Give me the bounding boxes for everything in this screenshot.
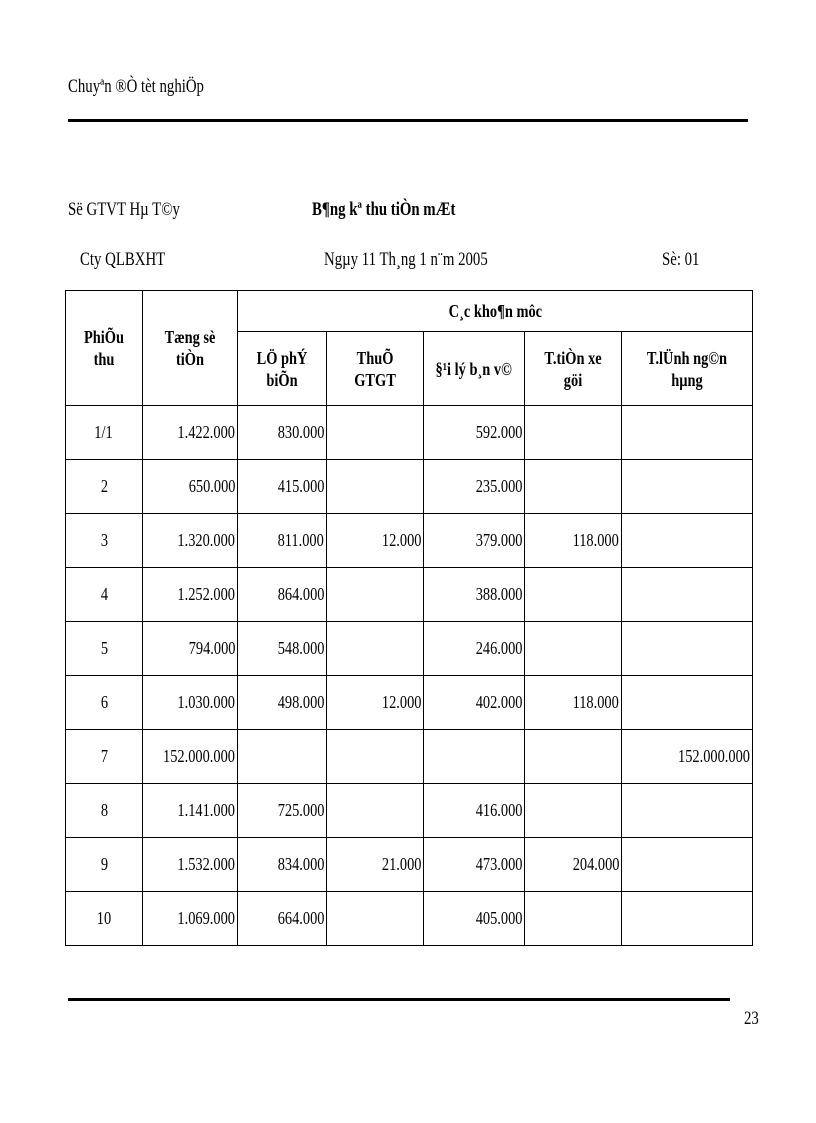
cell-vat <box>327 622 424 676</box>
cell-agent: 592.000 <box>424 406 525 460</box>
cell-fee <box>238 730 327 784</box>
cell-vat: 21.000 <box>327 838 424 892</box>
table-row <box>66 622 753 676</box>
cell-total: 794.000 <box>143 622 238 676</box>
cell-route <box>622 784 753 838</box>
page-number: 23 <box>744 1008 759 1029</box>
receipts-table <box>65 290 753 946</box>
cell-agent: 402.000 <box>424 676 525 730</box>
cell-total: 1.532.000 <box>143 838 238 892</box>
table-row <box>66 676 753 730</box>
cell-vat <box>327 406 424 460</box>
cell-fee: 864.000 <box>238 568 327 622</box>
cell-route <box>622 892 753 946</box>
table-row <box>66 838 753 892</box>
table-row <box>66 406 753 460</box>
cell-total: 1.422.000 <box>143 406 238 460</box>
header-voucher: PhiÕu thu <box>66 291 143 406</box>
cell-total: 650.000 <box>143 460 238 514</box>
cell-fee: 498.000 <box>238 676 327 730</box>
cell-route <box>622 622 753 676</box>
cell-guard: 204.000 <box>525 838 622 892</box>
table-row <box>66 892 753 946</box>
table-row <box>66 568 753 622</box>
cell-agent <box>424 730 525 784</box>
cell-voucher: 9 <box>66 838 143 892</box>
table-row <box>66 730 753 784</box>
page-header: Chuyªn ®Ò tèt nghiÖp <box>68 76 204 97</box>
cell-vat <box>327 892 424 946</box>
header-rule <box>68 119 748 122</box>
cell-fee: 830.000 <box>238 406 327 460</box>
cell-vat: 12.000 <box>327 514 424 568</box>
cell-voucher: 10 <box>66 892 143 946</box>
cell-voucher: 3 <box>66 514 143 568</box>
cell-guard <box>525 460 622 514</box>
cell-voucher: 7 <box>66 730 143 784</box>
doc-date: Ngµy 11 Th¸ng 1 n¨m 2005 <box>324 249 488 270</box>
cell-fee: 811.000 <box>238 514 327 568</box>
cell-total: 152.000.000 <box>143 730 238 784</box>
cell-total: 1.320.000 <box>143 514 238 568</box>
cell-guard <box>525 892 622 946</box>
cell-agent: 388.000 <box>424 568 525 622</box>
cell-voucher: 1/1 <box>66 406 143 460</box>
cell-vat <box>327 784 424 838</box>
cell-vat <box>327 460 424 514</box>
cell-total: 1.030.000 <box>143 676 238 730</box>
cell-voucher: 8 <box>66 784 143 838</box>
cell-guard <box>525 784 622 838</box>
cell-fee: 725.000 <box>238 784 327 838</box>
cell-voucher: 6 <box>66 676 143 730</box>
cell-guard <box>525 568 622 622</box>
table-row <box>66 460 753 514</box>
header-fee: LÖ phÝ biÕn <box>238 332 327 406</box>
cell-fee: 834.000 <box>238 838 327 892</box>
cell-route <box>622 460 753 514</box>
cell-guard: 118.000 <box>525 676 622 730</box>
header-route: T.lÜnh ng©n hµng <box>622 332 753 406</box>
cell-route <box>622 838 753 892</box>
doc-number: Sè: 01 <box>662 249 700 270</box>
cell-route <box>622 406 753 460</box>
company-name: Cty QLBXHT <box>80 249 166 270</box>
cell-agent: 405.000 <box>424 892 525 946</box>
cell-fee: 548.000 <box>238 622 327 676</box>
table-row <box>66 784 753 838</box>
cell-guard <box>525 406 622 460</box>
cell-guard <box>525 730 622 784</box>
cell-route <box>622 676 753 730</box>
cell-guard <box>525 622 622 676</box>
cell-agent: 473.000 <box>424 838 525 892</box>
cell-total: 1.141.000 <box>143 784 238 838</box>
cell-voucher: 4 <box>66 568 143 622</box>
org-name: Së GTVT Hµ T©y <box>68 199 180 220</box>
cell-agent: 235.000 <box>424 460 525 514</box>
cell-route <box>622 514 753 568</box>
header-group: C¸c kho¶n môc <box>238 291 753 332</box>
cell-route: 152.000.000 <box>622 730 753 784</box>
doc-title: B¶ng kª thu tiÒn mÆt <box>312 199 456 220</box>
cell-vat: 12.000 <box>327 676 424 730</box>
footer-rule <box>68 998 730 1001</box>
cell-agent: 416.000 <box>424 784 525 838</box>
cell-voucher: 2 <box>66 460 143 514</box>
header-total: Tæng sè tiÒn <box>143 291 238 406</box>
cell-vat <box>327 568 424 622</box>
header-agent: §¹i lý b¸n v© <box>424 332 525 406</box>
cell-total: 1.069.000 <box>143 892 238 946</box>
cell-vat <box>327 730 424 784</box>
cell-fee: 664.000 <box>238 892 327 946</box>
header-vat: ThuÕ GTGT <box>327 332 424 406</box>
cell-guard: 118.000 <box>525 514 622 568</box>
cell-total: 1.252.000 <box>143 568 238 622</box>
header-guard: T.tiÒn xe göi <box>525 332 622 406</box>
cell-fee: 415.000 <box>238 460 327 514</box>
cell-voucher: 5 <box>66 622 143 676</box>
cell-agent: 379.000 <box>424 514 525 568</box>
table-row <box>66 514 753 568</box>
cell-agent: 246.000 <box>424 622 525 676</box>
cell-route <box>622 568 753 622</box>
